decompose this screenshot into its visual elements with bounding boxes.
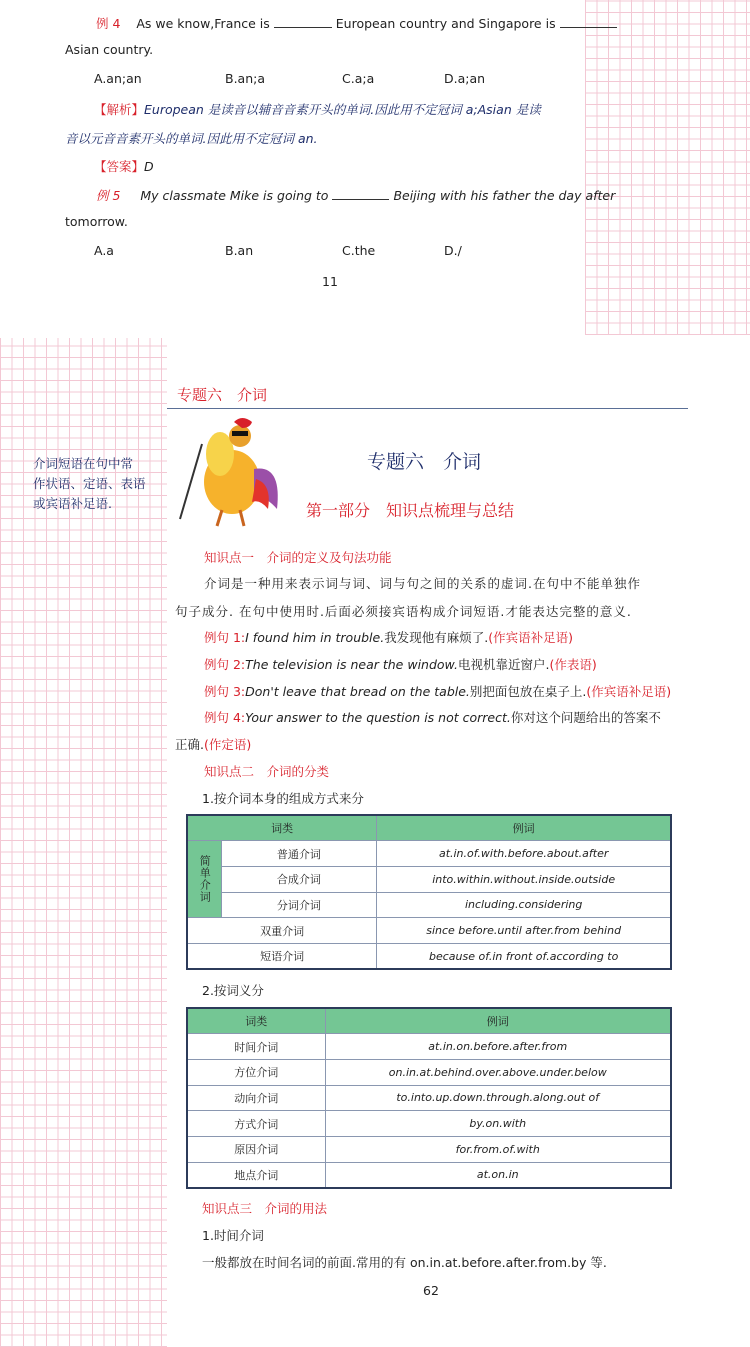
example-4 <box>96 14 617 32</box>
table-meaning: 词类 例词 时间介词 at.in.on.before.after.from 方位介词 on.in.at.behind.over.above.under.below 动向介词 to.into.up.down.through.along.out of 方式介词 by.on.with 原因介词 for.from.of.with 地点介词 at.on.in <box>186 1007 672 1189</box>
example-sentence-2: 例句 2:The television is near the window.电视机靠近窗户.(作表语) <box>204 657 597 672</box>
ex4-option-d: D.a;an <box>444 71 486 86</box>
ex5-option-a: A.a <box>94 243 114 258</box>
kp2-sub2: 2.按词义分 <box>202 983 264 998</box>
kp2-heading: 知识点二 介词的分类 <box>204 764 330 779</box>
group-label: 简单介词 <box>187 841 221 918</box>
running-header: 专题六 介词 <box>177 386 268 404</box>
kp3-text: 一般都放在时间名词的前面.常用的有 on.in.at.before.after.from.by 等. <box>202 1255 607 1270</box>
answer-value: D <box>144 159 154 174</box>
answer-label: 【答案】 <box>94 159 145 174</box>
ex5-text: My classmate Mike is going to <box>140 188 329 203</box>
analysis-line1: European 是读音以辅音音素开头的单词.因此用不定冠词 a;Asian 是读 <box>144 102 541 117</box>
example-sentence-1: 例句 1:I found him in trouble.我发现他有麻烦了.(作宾语补足语) <box>204 630 573 645</box>
page-number: 62 <box>423 1283 439 1298</box>
ex4-text-b: European country and Singapore is <box>335 16 556 31</box>
kp2-sub1: 1.按介词本身的组成方式来分 <box>202 791 364 806</box>
answer <box>94 157 154 175</box>
kp1-text-2: 句子成分. 在句中使用时.后面必须接宾语构成介词短语.才能表达完整的意义. <box>175 604 632 619</box>
table-composition: 词类 例词 简单介词 普通介词 at.in.of.with.before.about.after 合成介词 into.within.without.inside.outside 分词介词 including.considering 双重介词 since before.until after.from behind 短语介词 because of.in front of.according to <box>186 814 672 970</box>
ex4-label: 例 4 <box>96 16 121 31</box>
kp3-sub1: 1.时间介词 <box>202 1228 264 1243</box>
ex5-option-b: B.an <box>225 243 254 258</box>
ex5-text-b: Beijing with his father the day after <box>393 188 616 203</box>
grid-margin-top <box>585 0 750 335</box>
example-sentence-4: 例句 4:Your answer to the question is not correct.你对这个问题给出的答案不 <box>204 710 661 725</box>
ex5-line2: tomorrow. <box>65 214 128 229</box>
side-note: 介词短语在句中常 作状语、定语、表语 或宾语补足语. <box>33 456 146 511</box>
ex5-label: 例 5 <box>96 188 121 203</box>
ex5-option-d: D./ <box>444 243 462 258</box>
ex4-line2: Asian country. <box>65 42 154 57</box>
page-title: 专题六 介词 <box>367 451 482 473</box>
ex4-option-a: A.an;an <box>94 71 142 86</box>
page-subtitle: 第一部分 知识点梳理与总结 <box>306 501 515 520</box>
example-sentence-3: 例句 3:Don't leave that bread on the table.别把面包放在桌子上.(作宾语补足语) <box>204 684 672 699</box>
rooster-illustration <box>172 414 292 534</box>
ex5-option-c: C.the <box>342 243 376 258</box>
example-sentence-4-cont: 正确.(作定语) <box>175 737 252 752</box>
ex4-text: As we know,France is <box>136 16 270 31</box>
analysis <box>94 100 541 118</box>
page-number-top: 11 <box>322 274 338 289</box>
kp3-heading: 知识点三 介词的用法 <box>202 1201 328 1216</box>
analysis-line2: 音以元音音素开头的单词.因此用不定冠词 an. <box>65 131 318 146</box>
analysis-label: 【解析】 <box>94 102 145 117</box>
header-rule <box>167 408 688 409</box>
ex4-option-b: B.an;a <box>225 71 266 86</box>
example-5 <box>96 186 615 204</box>
ex4-option-c: C.a;a <box>342 71 375 86</box>
kp1-heading: 知识点一 介词的定义及句法功能 <box>204 550 392 565</box>
kp1-text-1: 介词是一种用来表示词与词、词与句之间的关系的虚词.在句中不能单独作 <box>204 576 641 591</box>
